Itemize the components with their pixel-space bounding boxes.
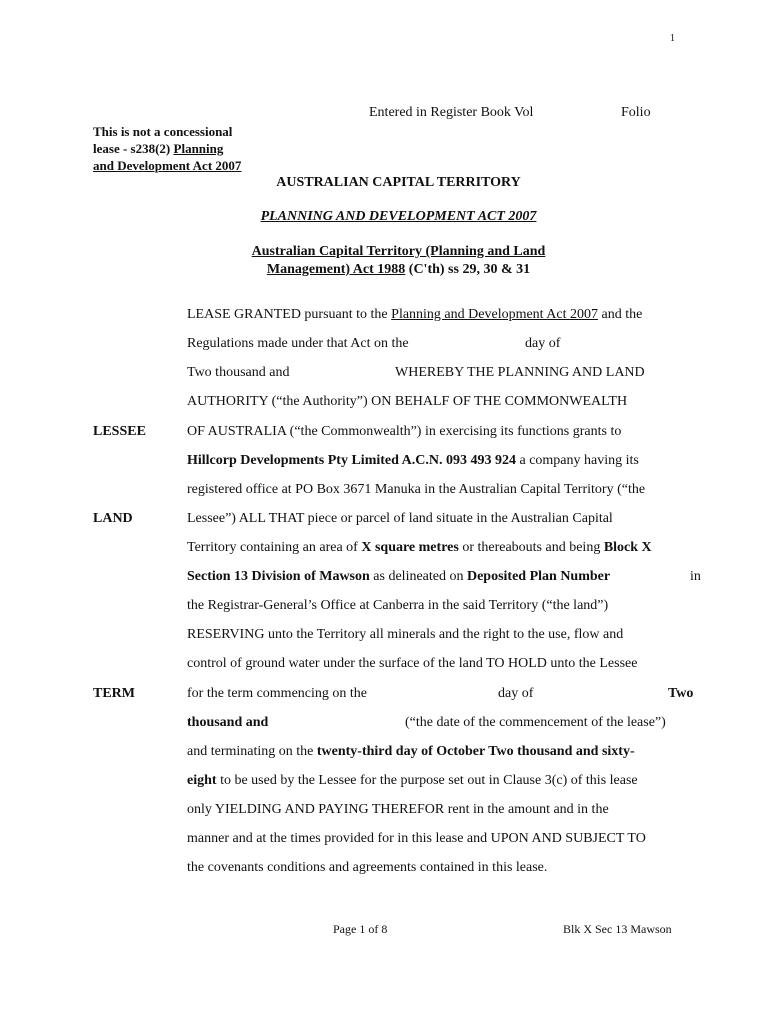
body-line-8: Lessee”) ALL THAT piece or parcel of land situate in the Australian Capital (187, 511, 613, 526)
folio-label: Folio (621, 105, 651, 120)
text: or thereabouts and being (458, 540, 604, 555)
margin-label-lessee: LESSEE (93, 424, 146, 439)
body-line-7: registered office at PO Box 3671 Manuka in the Australian Capital Territory (“the (187, 482, 646, 497)
body-line-14-two: Two (668, 686, 694, 701)
body-line-9 (187, 540, 652, 556)
body-line-18: only YIELDING AND PAYING THEREFOR rent in the amount and in the (187, 802, 609, 817)
subact-heading-line-2 (0, 261, 770, 279)
body-line-2: Regulations made under that Act on the (187, 336, 409, 351)
text: Territory containing an area of (187, 540, 362, 555)
body-line-15: thousand and (187, 715, 269, 730)
text: to be used by the Lessee for the purpose set out in Clause 3(c) of this lease (216, 773, 638, 788)
body-line-16 (187, 744, 635, 760)
body-line-3-whereby: WHEREBY THE PLANNING AND LAND (395, 365, 645, 380)
body-line-3: Two thousand and (187, 365, 290, 380)
subact-heading-line-1: Australian Capital Territory (Planning and Land (251, 244, 546, 259)
deposited-plan-label: Deposited Plan Number (466, 569, 611, 584)
termination-date: twenty-third day of October Two thousand and sixty- (316, 744, 635, 759)
text: LEASE GRANTED pursuant to the (187, 307, 392, 322)
body-line-13: control of ground water under the surface of the land TO HOLD unto the Lessee (187, 656, 638, 671)
body-line-14: for the term commencing on the (187, 686, 367, 701)
act-reference-link: Planning (173, 141, 224, 156)
concession-note-line-2 (93, 140, 241, 157)
concession-note-text: lease - s238(2) (93, 141, 174, 156)
body-line-17 (187, 773, 638, 789)
margin-label-land: LAND (93, 511, 133, 526)
concession-note-line-1: This is not a concessional (93, 124, 233, 139)
act-heading: PLANNING AND DEVELOPMENT ACT 2007 (260, 209, 537, 224)
body-line-2-day: day of (525, 336, 561, 351)
subact-name: Management) Act 1988 (266, 262, 406, 277)
body-line-20: the covenants conditions and agreements contained in this lease. (187, 860, 548, 875)
land-area: X square metres (361, 540, 459, 555)
block-number: Block X (603, 540, 652, 555)
body-line-15-commencement: (“the date of the commencement of the lease”) (405, 715, 666, 730)
concession-note-line-3: and Development Act 2007 (93, 158, 242, 173)
section-division: Section 13 Division of Mawson (187, 569, 370, 584)
body-line-12: RESERVING unto the Territory all minerals and the right to the use, flow and (187, 627, 624, 642)
register-book-label: Entered in Register Book Vol (369, 105, 534, 120)
margin-label-term: TERM (93, 686, 135, 701)
body-line-11: the Registrar-General’s Office at Canberra in the said Territory (“the land”) (187, 598, 609, 613)
body-line-14-day: day of (498, 686, 534, 701)
text: and terminating on the (187, 744, 317, 759)
concession-note (93, 123, 241, 174)
subact-heading (0, 243, 770, 279)
footer-page-number: Page 1 of 8 (333, 922, 388, 936)
text: a company having its (515, 453, 639, 468)
footer-block-reference: Blk X Sec 13 Mawson (563, 922, 672, 936)
body-line-6 (187, 453, 639, 469)
text: as delineated on (369, 569, 467, 584)
body-line-4: AUTHORITY (“the Authority”) ON BEHALF OF THE COMMONWEALTH (187, 394, 628, 409)
body-line-1 (187, 307, 642, 323)
body-line-10-in: in (690, 569, 701, 584)
act-reference: Planning and Development Act 2007 (391, 307, 599, 322)
termination-date-end: eight (187, 773, 217, 788)
territory-heading: AUSTRALIAN CAPITAL TERRITORY (276, 175, 521, 190)
text: and the (598, 307, 643, 322)
page-number: 1 (670, 33, 675, 44)
body-line-10 (187, 569, 610, 585)
lessee-name: Hillcorp Developments Pty Limited A.C.N. 093 493 924 (187, 453, 516, 468)
subact-sections: (C'th) ss 29, 30 & 31 (405, 262, 531, 277)
body-line-5: OF AUSTRALIA (“the Commonwealth”) in exercising its functions grants to (187, 424, 622, 439)
body-line-19: manner and at the times provided for in this lease and UPON AND SUBJECT TO (187, 831, 646, 846)
